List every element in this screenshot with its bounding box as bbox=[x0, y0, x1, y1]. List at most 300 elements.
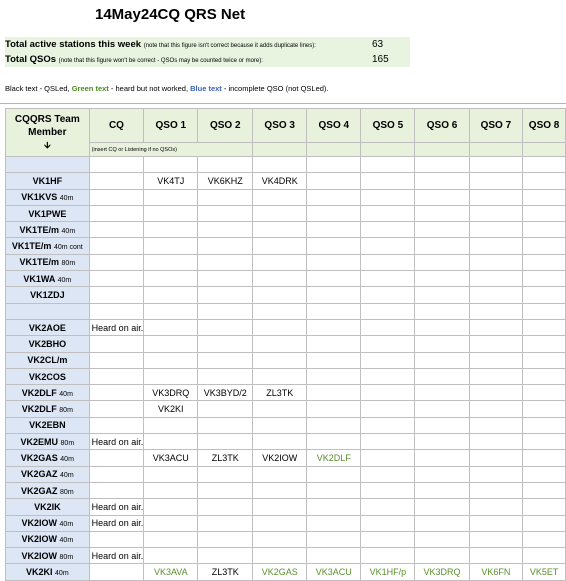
qso-cell[interactable] bbox=[361, 548, 415, 564]
qso-cell[interactable] bbox=[523, 466, 566, 482]
member-callsign-cell[interactable] bbox=[6, 189, 90, 205]
qso-cell[interactable] bbox=[361, 434, 415, 450]
qso-cell[interactable] bbox=[415, 238, 469, 254]
total-qsos-label: Total QSOs bbox=[5, 54, 57, 65]
qso-cell[interactable] bbox=[144, 238, 198, 254]
qso-cell[interactable] bbox=[469, 173, 523, 189]
cq-cell[interactable] bbox=[89, 385, 144, 401]
qso-cell[interactable] bbox=[523, 531, 566, 547]
qso-cell[interactable] bbox=[523, 368, 566, 384]
qso-cell[interactable] bbox=[253, 319, 307, 335]
qso-cell[interactable] bbox=[469, 238, 523, 254]
table-row bbox=[6, 531, 566, 547]
qso-cell[interactable] bbox=[415, 368, 469, 384]
header-qso-8[interactable]: QSO 8 bbox=[523, 109, 566, 143]
qso-cell[interactable] bbox=[469, 515, 523, 531]
qso-cell[interactable] bbox=[469, 482, 523, 498]
header-blank-cell[interactable] bbox=[361, 143, 415, 157]
qso-cell[interactable] bbox=[198, 189, 253, 205]
member-callsign-cell[interactable] bbox=[6, 287, 90, 303]
qso-cell[interactable] bbox=[523, 173, 566, 189]
qso-cell[interactable] bbox=[415, 287, 469, 303]
qso-cell[interactable]: ZL3TK bbox=[198, 450, 253, 466]
qso-cell[interactable] bbox=[253, 548, 307, 564]
qso-cell[interactable] bbox=[361, 352, 415, 368]
qso-cell[interactable] bbox=[307, 254, 361, 270]
total-qsos-row bbox=[5, 52, 410, 67]
qso-cell[interactable]: VK3DRQ bbox=[415, 564, 469, 580]
member-callsign-cell[interactable] bbox=[6, 303, 90, 319]
qso-cell[interactable] bbox=[253, 515, 307, 531]
qso-cell[interactable] bbox=[144, 189, 198, 205]
qso-cell[interactable] bbox=[523, 319, 566, 335]
member-callsign-cell[interactable] bbox=[6, 319, 90, 335]
cq-cell[interactable]: Heard on air. bbox=[89, 319, 144, 335]
qso-cell[interactable] bbox=[523, 287, 566, 303]
qso-cell[interactable] bbox=[198, 434, 253, 450]
qso-cell[interactable] bbox=[523, 336, 566, 352]
qso-cell[interactable] bbox=[361, 515, 415, 531]
qso-cell[interactable] bbox=[144, 303, 198, 319]
qso-cell[interactable] bbox=[307, 499, 361, 515]
cq-cell[interactable]: Heard on air. bbox=[89, 515, 144, 531]
qso-cell[interactable] bbox=[198, 336, 253, 352]
header-blank-cell[interactable] bbox=[523, 143, 566, 157]
qso-cell[interactable] bbox=[361, 368, 415, 384]
qso-cell[interactable] bbox=[253, 352, 307, 368]
qso-cell[interactable] bbox=[253, 254, 307, 270]
qso-cell[interactable] bbox=[361, 336, 415, 352]
qso-cell[interactable] bbox=[198, 303, 253, 319]
member-callsign: VK1ZDJ bbox=[30, 290, 65, 301]
qso-cell[interactable] bbox=[415, 319, 469, 335]
qso-cell[interactable] bbox=[415, 385, 469, 401]
cq-cell[interactable]: Heard on air. bbox=[89, 434, 144, 450]
cq-cell[interactable] bbox=[89, 205, 144, 221]
qso-cell[interactable] bbox=[415, 499, 469, 515]
total-qsos-value[interactable]: 165 bbox=[372, 54, 389, 65]
cq-cell[interactable] bbox=[89, 189, 144, 205]
qso-cell[interactable] bbox=[469, 336, 523, 352]
qso-cell[interactable] bbox=[253, 287, 307, 303]
qso-cell[interactable]: VK3BYD/2 bbox=[198, 385, 253, 401]
qso-cell[interactable] bbox=[253, 222, 307, 238]
qso-cell[interactable] bbox=[415, 417, 469, 433]
qso-cell[interactable]: VK4DRK bbox=[253, 173, 307, 189]
qso-cell[interactable] bbox=[253, 531, 307, 547]
qso-cell[interactable] bbox=[469, 531, 523, 547]
qso-cell[interactable] bbox=[253, 336, 307, 352]
cq-cell[interactable] bbox=[89, 173, 144, 189]
qso-cell[interactable] bbox=[523, 303, 566, 319]
sort-arrow-icon: 🡫 bbox=[44, 140, 51, 150]
qso-cell[interactable] bbox=[307, 238, 361, 254]
qso-cell[interactable] bbox=[415, 254, 469, 270]
qso-cell[interactable]: VK4TJ bbox=[144, 173, 198, 189]
qso-cell[interactable] bbox=[415, 173, 469, 189]
qso-cell[interactable] bbox=[307, 271, 361, 287]
qso-cell[interactable] bbox=[523, 385, 566, 401]
qso-cell[interactable] bbox=[469, 205, 523, 221]
qso-cell[interactable] bbox=[144, 352, 198, 368]
cq-cell[interactable] bbox=[89, 466, 144, 482]
qso-cell[interactable] bbox=[198, 205, 253, 221]
member-band: 40m bbox=[61, 227, 76, 235]
cq-cell[interactable] bbox=[89, 254, 144, 270]
qso-cell[interactable] bbox=[469, 450, 523, 466]
cq-cell[interactable] bbox=[89, 417, 144, 433]
qso-cell[interactable] bbox=[198, 319, 253, 335]
member-callsign-cell[interactable] bbox=[6, 222, 90, 238]
qso-cell[interactable] bbox=[361, 189, 415, 205]
member-callsign-cell[interactable] bbox=[6, 368, 90, 384]
cq-cell[interactable]: Heard on air. bbox=[89, 499, 144, 515]
qso-cell[interactable] bbox=[361, 222, 415, 238]
qso-cell[interactable] bbox=[144, 531, 198, 547]
header-qso-4[interactable]: QSO 4 bbox=[307, 109, 361, 143]
member-band: 40m bbox=[55, 570, 69, 578]
qso-cell[interactable] bbox=[361, 287, 415, 303]
qso-cell[interactable] bbox=[523, 482, 566, 498]
table-row bbox=[6, 157, 566, 173]
qso-cell[interactable]: VK2KI bbox=[144, 401, 198, 417]
qso-cell[interactable] bbox=[253, 482, 307, 498]
table-row bbox=[6, 548, 566, 564]
qso-cell[interactable] bbox=[469, 385, 523, 401]
qso-cell[interactable] bbox=[415, 531, 469, 547]
qso-cell[interactable] bbox=[415, 336, 469, 352]
qso-cell[interactable] bbox=[144, 417, 198, 433]
qso-cell[interactable] bbox=[144, 157, 198, 173]
cq-cell[interactable] bbox=[89, 157, 144, 173]
qso-cell[interactable] bbox=[469, 352, 523, 368]
cq-cell[interactable] bbox=[89, 238, 144, 254]
qso-cell[interactable] bbox=[415, 450, 469, 466]
qso-cell[interactable] bbox=[307, 548, 361, 564]
active-stations-row bbox=[5, 37, 410, 52]
qso-cell[interactable] bbox=[415, 271, 469, 287]
cq-cell[interactable] bbox=[89, 336, 144, 352]
qso-cell[interactable] bbox=[361, 450, 415, 466]
qso-cell[interactable] bbox=[253, 303, 307, 319]
qso-cell[interactable] bbox=[415, 482, 469, 498]
member-callsign-cell[interactable] bbox=[6, 205, 90, 221]
cq-cell[interactable] bbox=[89, 352, 144, 368]
qso-cell[interactable] bbox=[361, 417, 415, 433]
qso-cell[interactable] bbox=[253, 189, 307, 205]
qso-cell[interactable] bbox=[469, 303, 523, 319]
qso-cell[interactable] bbox=[307, 189, 361, 205]
member-callsign-cell[interactable] bbox=[6, 450, 90, 466]
qso-cell[interactable] bbox=[144, 254, 198, 270]
qso-cell[interactable] bbox=[307, 482, 361, 498]
member-callsign-cell[interactable] bbox=[6, 157, 90, 173]
member-callsign-cell[interactable] bbox=[6, 548, 90, 564]
qso-cell[interactable] bbox=[415, 434, 469, 450]
cq-cell[interactable]: Heard on air. bbox=[89, 548, 144, 564]
header-blank-cell[interactable] bbox=[307, 143, 361, 157]
member-callsign-cell[interactable] bbox=[6, 531, 90, 547]
qso-cell[interactable]: ZL3TK bbox=[253, 385, 307, 401]
member-callsign-cell[interactable] bbox=[6, 515, 90, 531]
qso-cell[interactable] bbox=[469, 368, 523, 384]
qso-cell[interactable] bbox=[253, 157, 307, 173]
qso-cell[interactable] bbox=[307, 531, 361, 547]
qso-cell[interactable] bbox=[307, 401, 361, 417]
member-callsign-cell[interactable] bbox=[6, 401, 90, 417]
qso-cell[interactable] bbox=[469, 271, 523, 287]
qso-cell[interactable] bbox=[307, 205, 361, 221]
qso-cell[interactable] bbox=[144, 336, 198, 352]
qso-cell[interactable] bbox=[361, 531, 415, 547]
qso-cell[interactable] bbox=[198, 238, 253, 254]
qso-cell[interactable] bbox=[307, 352, 361, 368]
qso-cell[interactable]: VK5ET bbox=[523, 564, 566, 580]
qso-cell[interactable] bbox=[144, 319, 198, 335]
header-cq[interactable]: CQ bbox=[89, 109, 144, 143]
qso-cell[interactable] bbox=[144, 515, 198, 531]
cq-cell[interactable] bbox=[89, 271, 144, 287]
qso-cell[interactable] bbox=[523, 205, 566, 221]
qso-cell[interactable]: VK6KHZ bbox=[198, 173, 253, 189]
cq-cell[interactable] bbox=[89, 368, 144, 384]
qso-cell[interactable] bbox=[144, 499, 198, 515]
qso-cell[interactable] bbox=[361, 499, 415, 515]
member-callsign-cell[interactable] bbox=[6, 271, 90, 287]
qso-cell[interactable] bbox=[469, 417, 523, 433]
qso-cell[interactable] bbox=[469, 287, 523, 303]
table-row bbox=[6, 271, 566, 287]
table-row bbox=[6, 238, 566, 254]
qso-cell[interactable] bbox=[253, 499, 307, 515]
qso-cell[interactable]: VK3AVA bbox=[144, 564, 198, 580]
header-blank-cell[interactable] bbox=[253, 143, 307, 157]
qso-cell[interactable] bbox=[361, 303, 415, 319]
qso-cell[interactable] bbox=[198, 222, 253, 238]
qso-cell[interactable] bbox=[307, 434, 361, 450]
qso-cell[interactable]: VK2IOW bbox=[253, 450, 307, 466]
qso-cell[interactable] bbox=[523, 548, 566, 564]
qso-cell[interactable] bbox=[523, 271, 566, 287]
cq-cell[interactable] bbox=[89, 564, 144, 580]
qso-cell[interactable]: VK2GAS bbox=[253, 564, 307, 580]
table-row bbox=[6, 254, 566, 270]
header-qso-1[interactable]: QSO 1 bbox=[144, 109, 198, 143]
qso-cell[interactable] bbox=[144, 271, 198, 287]
qso-cell[interactable] bbox=[198, 531, 253, 547]
member-callsign-cell[interactable] bbox=[6, 482, 90, 498]
qso-cell[interactable] bbox=[198, 401, 253, 417]
cq-cell[interactable] bbox=[89, 401, 144, 417]
qso-cell[interactable] bbox=[469, 189, 523, 205]
qso-cell[interactable] bbox=[415, 515, 469, 531]
qso-cell[interactable] bbox=[415, 157, 469, 173]
qso-cell[interactable] bbox=[523, 515, 566, 531]
qso-cell[interactable]: VK2DLF bbox=[307, 450, 361, 466]
qso-cell[interactable] bbox=[415, 401, 469, 417]
qso-cell[interactable] bbox=[415, 548, 469, 564]
qso-cell[interactable]: ZL3TK bbox=[198, 564, 253, 580]
qso-cell[interactable] bbox=[415, 303, 469, 319]
qso-cell[interactable] bbox=[198, 352, 253, 368]
qso-cell[interactable] bbox=[198, 515, 253, 531]
header-qso-3[interactable]: QSO 3 bbox=[253, 109, 307, 143]
active-stations-value[interactable]: 63 bbox=[372, 39, 384, 50]
qso-cell[interactable] bbox=[144, 434, 198, 450]
qso-cell[interactable] bbox=[361, 319, 415, 335]
qso-cell[interactable] bbox=[307, 287, 361, 303]
cq-cell[interactable] bbox=[89, 482, 144, 498]
qso-cell[interactable] bbox=[144, 368, 198, 384]
qso-log-table bbox=[5, 108, 566, 581]
qso-cell[interactable] bbox=[198, 417, 253, 433]
member-band: 40m bbox=[59, 390, 73, 398]
member-callsign-cell[interactable] bbox=[6, 238, 90, 254]
cq-cell[interactable] bbox=[89, 531, 144, 547]
qso-cell[interactable] bbox=[469, 434, 523, 450]
qso-cell[interactable] bbox=[307, 368, 361, 384]
qso-cell[interactable] bbox=[523, 157, 566, 173]
qso-cell[interactable] bbox=[307, 515, 361, 531]
qso-cell[interactable] bbox=[198, 548, 253, 564]
qso-cell[interactable] bbox=[198, 499, 253, 515]
cq-cell[interactable] bbox=[89, 287, 144, 303]
member-callsign-cell[interactable] bbox=[6, 434, 90, 450]
qso-cell[interactable]: VK3ACU bbox=[144, 450, 198, 466]
qso-cell[interactable] bbox=[198, 368, 253, 384]
qso-cell[interactable] bbox=[523, 352, 566, 368]
qso-cell[interactable] bbox=[144, 466, 198, 482]
qso-cell[interactable] bbox=[307, 173, 361, 189]
qso-cell[interactable] bbox=[523, 450, 566, 466]
qso-cell[interactable] bbox=[253, 417, 307, 433]
member-callsign-cell[interactable] bbox=[6, 254, 90, 270]
qso-cell[interactable] bbox=[361, 254, 415, 270]
member-callsign: VK2AOE bbox=[28, 322, 66, 333]
qso-cell[interactable] bbox=[361, 482, 415, 498]
member-callsign: VK2DLF bbox=[21, 404, 57, 415]
member-callsign-cell[interactable] bbox=[6, 352, 90, 368]
qso-cell[interactable] bbox=[361, 205, 415, 221]
qso-cell[interactable] bbox=[469, 254, 523, 270]
header-qso-7[interactable]: QSO 7 bbox=[469, 109, 523, 143]
qso-cell[interactable] bbox=[307, 222, 361, 238]
qso-cell[interactable] bbox=[523, 222, 566, 238]
header-blank-cell[interactable] bbox=[415, 143, 469, 157]
qso-cell[interactable] bbox=[144, 287, 198, 303]
member-callsign-cell[interactable] bbox=[6, 417, 90, 433]
qso-cell[interactable] bbox=[253, 368, 307, 384]
qso-cell[interactable] bbox=[253, 466, 307, 482]
header-qso-5[interactable]: QSO 5 bbox=[361, 109, 415, 143]
qso-cell[interactable] bbox=[361, 401, 415, 417]
legend-blue-label: Blue text bbox=[190, 84, 222, 93]
qso-cell[interactable] bbox=[144, 482, 198, 498]
cq-cell[interactable] bbox=[89, 222, 144, 238]
qso-cell[interactable] bbox=[361, 238, 415, 254]
qso-cell[interactable] bbox=[361, 385, 415, 401]
member-callsign-cell[interactable] bbox=[6, 336, 90, 352]
qso-cell[interactable] bbox=[198, 287, 253, 303]
member-callsign-cell[interactable] bbox=[6, 499, 90, 515]
qso-cell[interactable]: VK6FN bbox=[469, 564, 523, 580]
qso-cell[interactable] bbox=[144, 548, 198, 564]
qso-cell[interactable] bbox=[253, 205, 307, 221]
qso-cell[interactable] bbox=[253, 401, 307, 417]
qso-cell[interactable] bbox=[523, 434, 566, 450]
qso-cell[interactable] bbox=[469, 466, 523, 482]
qso-cell[interactable] bbox=[307, 319, 361, 335]
qso-cell[interactable] bbox=[253, 434, 307, 450]
qso-cell[interactable] bbox=[198, 482, 253, 498]
qso-cell[interactable] bbox=[144, 222, 198, 238]
qso-cell[interactable] bbox=[307, 417, 361, 433]
qso-cell[interactable] bbox=[307, 336, 361, 352]
qso-cell[interactable] bbox=[469, 499, 523, 515]
legend-green-desc: - heard but not worked, bbox=[108, 84, 191, 93]
qso-cell[interactable] bbox=[469, 548, 523, 564]
header-member[interactable] bbox=[6, 109, 90, 157]
qso-cell[interactable] bbox=[469, 157, 523, 173]
member-callsign-cell[interactable] bbox=[6, 564, 90, 580]
qso-cell[interactable] bbox=[253, 238, 307, 254]
qso-cell[interactable] bbox=[361, 173, 415, 189]
qso-cell[interactable] bbox=[361, 157, 415, 173]
qso-cell[interactable] bbox=[198, 157, 253, 173]
member-callsign-cell[interactable] bbox=[6, 385, 90, 401]
qso-cell[interactable]: VK3DRQ bbox=[144, 385, 198, 401]
qso-cell[interactable] bbox=[523, 499, 566, 515]
qso-cell[interactable] bbox=[198, 254, 253, 270]
qso-cell[interactable] bbox=[361, 271, 415, 287]
qso-cell[interactable] bbox=[415, 222, 469, 238]
qso-cell[interactable] bbox=[198, 466, 253, 482]
qso-cell[interactable] bbox=[415, 189, 469, 205]
qso-cell[interactable] bbox=[144, 205, 198, 221]
qso-cell[interactable] bbox=[307, 385, 361, 401]
qso-cell[interactable] bbox=[523, 254, 566, 270]
qso-cell[interactable] bbox=[523, 401, 566, 417]
qso-cell[interactable] bbox=[523, 189, 566, 205]
qso-cell[interactable]: VK1HF/p bbox=[361, 564, 415, 580]
header-qso-6[interactable]: QSO 6 bbox=[415, 109, 469, 143]
qso-cell[interactable] bbox=[415, 352, 469, 368]
stats-block bbox=[5, 37, 410, 67]
table-row bbox=[6, 287, 566, 303]
qso-cell[interactable] bbox=[361, 466, 415, 482]
qso-cell[interactable] bbox=[253, 271, 307, 287]
member-callsign-cell[interactable] bbox=[6, 466, 90, 482]
member-callsign-cell[interactable] bbox=[6, 173, 90, 189]
cq-cell[interactable] bbox=[89, 450, 144, 466]
header-qso-2[interactable]: QSO 2 bbox=[198, 109, 253, 143]
qso-cell[interactable] bbox=[415, 466, 469, 482]
qso-cell[interactable] bbox=[307, 157, 361, 173]
cq-cell[interactable] bbox=[89, 303, 144, 319]
header-blank-cell[interactable] bbox=[469, 143, 523, 157]
qso-cell[interactable] bbox=[469, 401, 523, 417]
qso-cell[interactable] bbox=[198, 271, 253, 287]
qso-cell[interactable]: VK3ACU bbox=[307, 564, 361, 580]
qso-cell[interactable] bbox=[523, 417, 566, 433]
qso-cell[interactable] bbox=[307, 466, 361, 482]
qso-cell[interactable] bbox=[523, 238, 566, 254]
qso-cell[interactable] bbox=[415, 205, 469, 221]
qso-cell[interactable] bbox=[307, 303, 361, 319]
qso-cell[interactable] bbox=[469, 222, 523, 238]
member-band: 80m bbox=[59, 553, 74, 561]
qso-cell[interactable] bbox=[469, 319, 523, 335]
